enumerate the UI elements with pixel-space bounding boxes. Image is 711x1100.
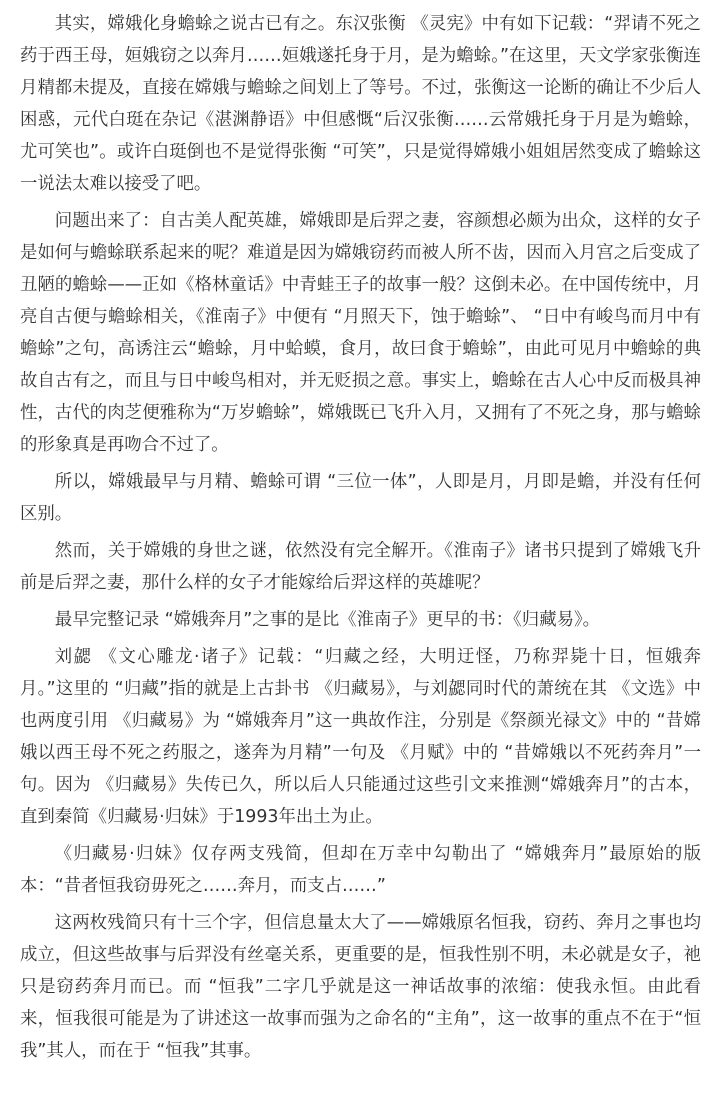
paragraph-8: 这两枚残简只有十三个字，但信息量太大了——嫦娥原名恒我，窃药、奔月之事也均成立，但这些故事与后羿没有丝毫关系，更重要的是，恒我性别不明，未必就是女子，祂只是窃药奔月而已。而 “恒我”二字几乎就是这一神话故事的浓缩：使我永恒。由此看来，恒我很可能是为了讲述这一故事而强为之命名的“主角”，这一故事的重点不在于“恒我”其人，而在于 “恒我”其事。 bbox=[20, 913, 701, 1061]
paragraph-6: 刘勰 《文心雕龙·诸子》记载：“归藏之经，大明迂怪，乃称羿毙十日，恒娥奔月。”这里的 “归藏”指的就是上古卦书 《归藏易》，与刘勰同时代的萧统在其 《文选》中也两度引用 《归藏易》为 “嫦娥奔月”这一典故作注，分别是《祭颜光禄文》中的 “昔嫦娥以西王母不死之药服之，遂奔为月精”一句及 《月赋》中的 “昔嫦娥以不死药奔月”一句。因为 《归藏易》失传已久，所以后人只能通过这些引文来推测“嫦娥奔月”的古本，直到秦简《归藏易·归妹》于1993年出土为止。 bbox=[20, 647, 701, 827]
paragraph-1: 其实，嫦娥化身蟾蜍之说古已有之。东汉张衡 《灵宪》中有如下记载：“羿请不死之药于西王母，姮娥窃之以奔月……姮娥遂托身于月，是为蟾蜍。”在这里，天文学家张衡连月精都未提及，直接在嫦娥与蟾蜍之间划上了等号。不过，张衡这一论断的确让不少后人困惑，元代白珽在杂记《湛渊静语》中但感慨“后汉张衡……云常娥托身于月是为蟾蜍，尤可笑也”。或许白珽倒也不是觉得张衡 “可笑”，只是觉得嫦娥小姐姐居然变成了蟾蜍这一说法太难以接受了吧。 bbox=[20, 14, 701, 194]
paragraph-2: 问题出来了：自古美人配英雄，嫦娥即是后羿之妻，容颜想必颇为出众，这样的女子是如何与蟾蜍联系起来的呢？难道是因为嫦娥窃药而被人所不齿，因而入月宫之后变成了丑陋的蟾蜍——正如《格林童话》中青蛙王子的故事一般？这倒未必。在中国传统中，月亮自古便与蟾蜍相关，《淮南子》中便有 “月照天下，蚀于蟾蜍”、 “日中有峻鸟而月中有蟾蜍”之句，高诱注云“蟾蜍，月中蛤蟆，食月，故曰食于蟾蜍”，由此可见月中蟾蜍的典故自古有之，而且与日中峻鸟相对，并无贬损之意。事实上，蟾蜍在古人心中反而极具神性，古代的肉芝便雅称为“万岁蟾蜍”，嫦娥既已飞升入月，又拥有了不死之身，那与蟾蜍的形象真是再吻合不过了。 bbox=[20, 211, 701, 455]
paragraph-3: 所以，嫦娥最早与月精、蟾蜍可谓 “三位一体”，人即是月，月即是蟾，并没有任何区别。 bbox=[20, 472, 701, 524]
paragraph-5: 最早完整记录 “嫦娥奔月”之事的是比《淮南子》更早的书：《归藏易》。 bbox=[54, 610, 601, 630]
paragraph-7: 《归藏易·归妹》仅存两支残简，但却在万幸中勾勒出了 “嫦娥奔月”最原始的版本：“昔者恒我窃毋死之……奔月，而支占……” bbox=[20, 844, 701, 896]
paragraph-4: 然而，关于嫦娥的身世之谜，依然没有完全解开。《淮南子》诸书只提到了嫦娥飞升前是后羿之妻，那什么样的女子才能嫁给后羿这样的英雄呢？ bbox=[20, 541, 701, 593]
